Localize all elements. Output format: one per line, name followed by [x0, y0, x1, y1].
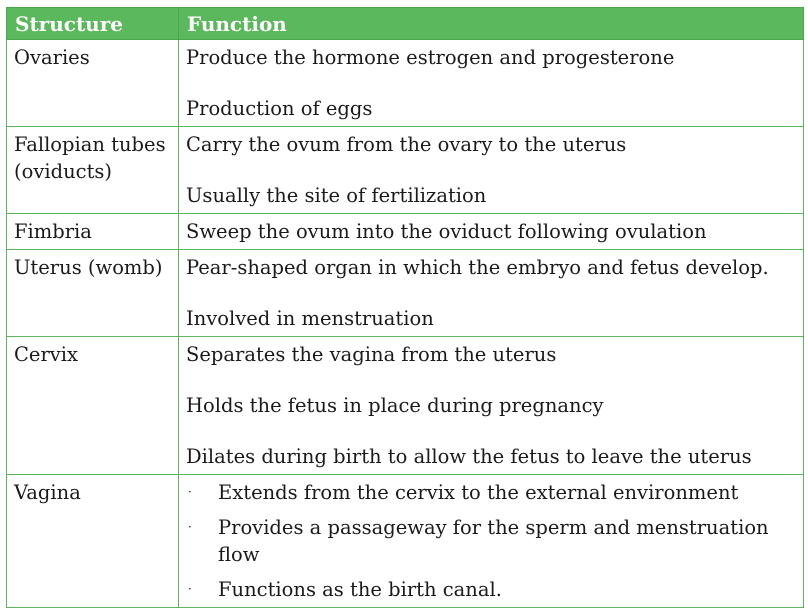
- function-line: Separates the vagina from the uterus: [186, 343, 557, 366]
- function-line: Holds the fetus in place during pregnancy: [186, 394, 604, 417]
- structure-cell: Fimbria: [7, 214, 179, 250]
- bullet-list: [186, 479, 796, 603]
- structure-cell: Ovaries: [7, 40, 179, 127]
- structure-cell: Vagina: [7, 475, 179, 608]
- table-row: [7, 337, 804, 475]
- structure-cell: Fallopian tubes (oviducts): [7, 127, 179, 214]
- bullet-text: Extends from the cervix to the external environment: [218, 481, 739, 504]
- structure-cell: Uterus (womb): [7, 250, 179, 337]
- list-item: [186, 514, 796, 568]
- function-cell: [179, 337, 804, 475]
- structure-cell: Cervix: [7, 337, 179, 475]
- bullet-icon: ·: [188, 520, 192, 534]
- function-cell: [179, 127, 804, 214]
- bullet-icon: ·: [188, 582, 192, 596]
- function-line: Production of eggs: [186, 97, 373, 120]
- function-line: Produce the hormone estrogen and progesterone: [186, 46, 675, 69]
- bullet-text: Functions as the birth canal.: [218, 578, 502, 601]
- function-line: Pear-shaped organ in which the embryo and fetus develop.: [186, 256, 769, 279]
- function-cell: [179, 475, 804, 608]
- function-line: Involved in menstruation: [186, 307, 434, 330]
- header-row: [7, 8, 804, 40]
- list-item: [186, 576, 796, 603]
- table-row: [7, 214, 804, 250]
- function-line: Usually the site of fertilization: [186, 184, 487, 207]
- function-line: Carry the ovum from the ovary to the uterus: [186, 133, 627, 156]
- table-row: [7, 40, 804, 127]
- list-item: [186, 479, 796, 506]
- bullet-text: Provides a passageway for the sperm and menstruation flow: [218, 516, 769, 566]
- table-row: [7, 250, 804, 337]
- function-line: Dilates during birth to allow the fetus to leave the uterus: [186, 445, 752, 468]
- table-row: [7, 127, 804, 214]
- function-cell: [179, 40, 804, 127]
- table-row: [7, 475, 804, 608]
- bullet-icon: ·: [188, 485, 192, 499]
- header-structure: Structure: [7, 8, 179, 40]
- header-function: Function: [179, 8, 804, 40]
- function-cell: [179, 214, 804, 250]
- function-cell: [179, 250, 804, 337]
- function-line: Sweep the ovum into the oviduct following ovulation: [186, 220, 707, 243]
- structure-function-table: [6, 7, 804, 608]
